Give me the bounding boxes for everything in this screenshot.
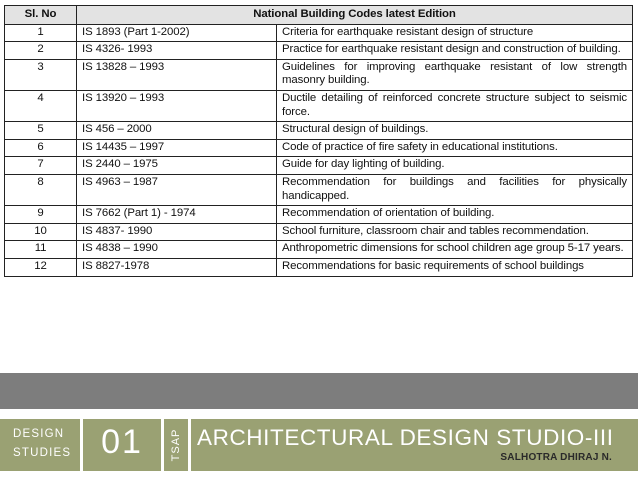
row-description: Practice for earthquake resistant design and construction of building. bbox=[277, 42, 633, 60]
row-code: IS 14435 – 1997 bbox=[77, 139, 277, 157]
row-description: Anthropometric dimensions for school children age group 5-17 years. bbox=[277, 241, 633, 259]
row-number: 6 bbox=[5, 139, 77, 157]
row-number: 4 bbox=[5, 90, 77, 121]
row-code: IS 4838 – 1990 bbox=[77, 241, 277, 259]
row-code: IS 13920 – 1993 bbox=[77, 90, 277, 121]
header-sl-no: Sl. No bbox=[5, 6, 77, 25]
header-codes-title: National Building Codes latest Edition bbox=[77, 6, 633, 25]
row-description: Guide for day lighting of building. bbox=[277, 157, 633, 175]
design-studies-block bbox=[0, 419, 80, 471]
row-number: 9 bbox=[5, 206, 77, 224]
row-code: IS 13828 – 1993 bbox=[77, 59, 277, 90]
row-code: IS 4326- 1993 bbox=[77, 42, 277, 60]
row-number: 11 bbox=[5, 241, 77, 259]
table-row bbox=[5, 223, 633, 241]
row-description: Guidelines for improving earthquake resistant of low strength masonry building. bbox=[277, 59, 633, 90]
table-row bbox=[5, 24, 633, 42]
table-row bbox=[5, 258, 633, 276]
row-number: 1 bbox=[5, 24, 77, 42]
row-description: Recommendations for basic requirements of school buildings bbox=[277, 258, 633, 276]
row-description: Structural design of buildings. bbox=[277, 122, 633, 140]
author-name: SALHOTRA DHIRAJ N. bbox=[500, 452, 612, 463]
row-code: IS 4837- 1990 bbox=[77, 223, 277, 241]
row-code: IS 2440 – 1975 bbox=[77, 157, 277, 175]
design-label: DESIGN bbox=[13, 428, 65, 440]
studies-label: STUDIES bbox=[13, 447, 72, 459]
number-block bbox=[83, 419, 161, 471]
row-number: 2 bbox=[5, 42, 77, 60]
row-description: Code of practice of fire safety in educational institutions. bbox=[277, 139, 633, 157]
row-number: 8 bbox=[5, 174, 77, 205]
title-block bbox=[191, 419, 638, 471]
row-code: IS 4963 – 1987 bbox=[77, 174, 277, 205]
row-description: Recommendation of orientation of building. bbox=[277, 206, 633, 224]
tsap-block bbox=[164, 419, 188, 471]
row-number: 5 bbox=[5, 122, 77, 140]
row-code: IS 1893 (Part 1-2002) bbox=[77, 24, 277, 42]
row-code: IS 8827-1978 bbox=[77, 258, 277, 276]
table-row bbox=[5, 59, 633, 90]
row-description: Recommendation for buildings and facilities for physically handicapped. bbox=[277, 174, 633, 205]
building-codes-table bbox=[4, 5, 633, 277]
table-row bbox=[5, 157, 633, 175]
table-row bbox=[5, 90, 633, 121]
row-number: 3 bbox=[5, 59, 77, 90]
row-number: 10 bbox=[5, 223, 77, 241]
table-row bbox=[5, 174, 633, 205]
row-number: 7 bbox=[5, 157, 77, 175]
table-row bbox=[5, 139, 633, 157]
table-header-row bbox=[5, 6, 633, 25]
tsap-label: TSAP bbox=[170, 428, 182, 462]
row-description: Criteria for earthquake resistant design of structure bbox=[277, 24, 633, 42]
gray-band bbox=[0, 373, 638, 409]
row-code: IS 456 – 2000 bbox=[77, 122, 277, 140]
row-number: 12 bbox=[5, 258, 77, 276]
table-row bbox=[5, 42, 633, 60]
row-description: School furniture, classroom chair and tables recommendation. bbox=[277, 223, 633, 241]
row-code: IS 7662 (Part 1) - 1974 bbox=[77, 206, 277, 224]
table-row bbox=[5, 206, 633, 224]
footer-banner bbox=[0, 409, 638, 479]
row-description: Ductile detailing of reinforced concrete structure subject to seismic force. bbox=[277, 90, 633, 121]
studio-title: ARCHITECTURAL DESIGN STUDIO-III bbox=[197, 425, 614, 450]
table-body bbox=[5, 24, 633, 276]
studio-number: 01 bbox=[101, 423, 143, 461]
table-row bbox=[5, 241, 633, 259]
table-row bbox=[5, 122, 633, 140]
